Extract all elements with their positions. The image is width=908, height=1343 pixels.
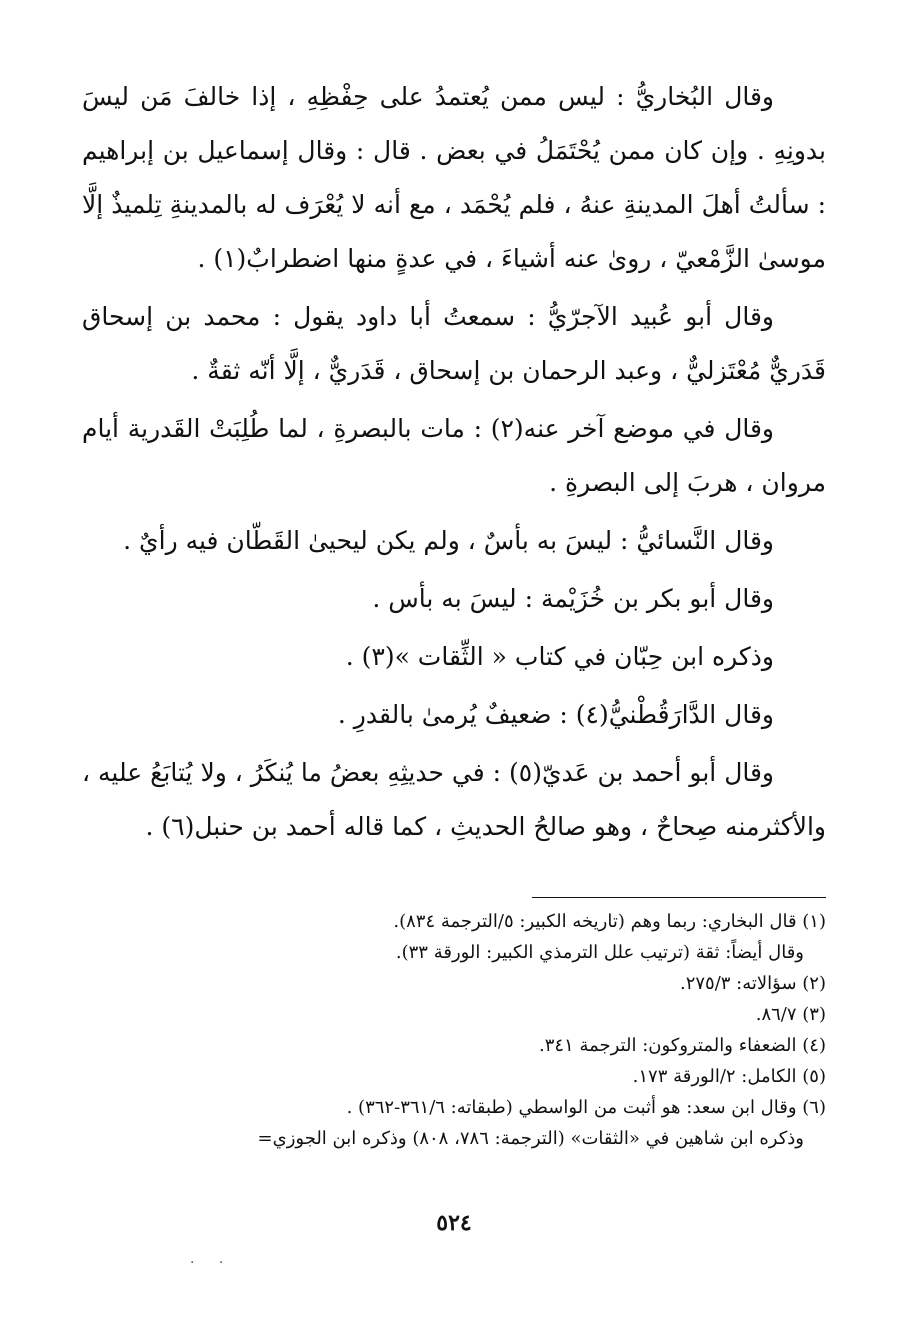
paragraph-ibn-hibban: وذكره ابن حِبّان في كتاب « الثِّقات »(٣) . [345,642,774,671]
paragraph-ibn-adi: وقال أبو أحمد بن عَديّ(٥) : في حديثِهِ بعضُ ما يُنكَرُ ، ولا يُتابَعُ عليه ، والأكثرمنه صِحاحٌ ، وهو صالحُ الحديثِ ، كما قاله أحمد بن حنبل(٦) . [82,758,826,841]
paragraph-nasai: وقال النَّسائيُّ : ليسَ به بأسٌ ، ولم يكن ليحيىٰ القَطّان فيه رأيٌ . [123,526,774,555]
scan-specks: · · [190,1255,234,1271]
footnote-1-continued: وقال أيضاً: ثقة (ترتيب علل الترمذي الكبير: الورقة ٣٣). [395,942,804,963]
footnote-6: (٦) وقال ابن سعد: هو أثبت من الواسطي (طبقاته: ٣٦١/٦-٣٦٢) . [346,1097,826,1118]
footnote-separator [532,897,826,898]
main-text [82,70,826,858]
page-number: ٥٢٤ [436,1210,472,1236]
paragraph-basra: وقال في موضع آخر عنه(٢) : مات بالبصرةِ ، لما طُلِبَتْ القَدرية أيام مروان ، هربَ إلى البصرةِ . [82,414,826,497]
footnote-5: (٥) الكامل: ٢/الورقة ١٧٣. [632,1066,826,1087]
paragraph-ajurri: وقال أبو عُبيد الآجرّيُّ : سمعتُ أبا داود يقول : محمد بن إسحاق قَدَريٌّ مُعْتَزليٌّ ، وعبد الرحمان بن إسحاق ، قَدَريٌّ ، إلَّا أنّه ثقةٌ . [82,302,826,385]
paragraph-khuzayma: وقال أبو بكر بن خُزَيْمة : ليسَ به بأس . [372,584,774,613]
paragraph-daraqutni: وقال الدَّارَقُطْنيُّ(٤) : ضعيفٌ يُرمىٰ بالقدرِ . [337,700,774,729]
footnote-3: (٣) ٨٦/٧. [755,1004,826,1025]
footnotes [82,906,826,1154]
footnote-4: (٤) الضعفاء والمتروكون: الترجمة ٣٤١. [538,1035,826,1056]
footnote-2: (٢) سؤالاته: ٢٧٥/٣. [679,973,826,994]
footnote-6-continued: وذكره ابن شاهين في «الثقات» (الترجمة: ٧٨٦، ٨٠٨) وذكره ابن الجوزي= [257,1128,804,1149]
paragraph-bukhari: وقال البُخاريُّ : ليس ممن يُعتمدُ على حِفْظِهِ ، إذا خالفَ مَن ليسَ بدونِهِ . وإن كان ممن يُحْتَمَلُ في بعض . قال : وقال إسماعيل بن إبراهيم : سألتُ أهلَ المدينةِ عنهُ ، فلم يُحْمَد ، مع أنه لا يُعْرَف له بالمدينةِ تِلميذٌ إلَّا موسىٰ الزَّمْعيّ ، روىٰ عنه أشياءَ ، في عدةٍ منها اضطرابٌ(١) . [82,82,826,273]
footnote-1: (١) قال البخاري: ربما وهم (تاريخه الكبير: ٥/الترجمة ٨٣٤). [393,911,826,932]
